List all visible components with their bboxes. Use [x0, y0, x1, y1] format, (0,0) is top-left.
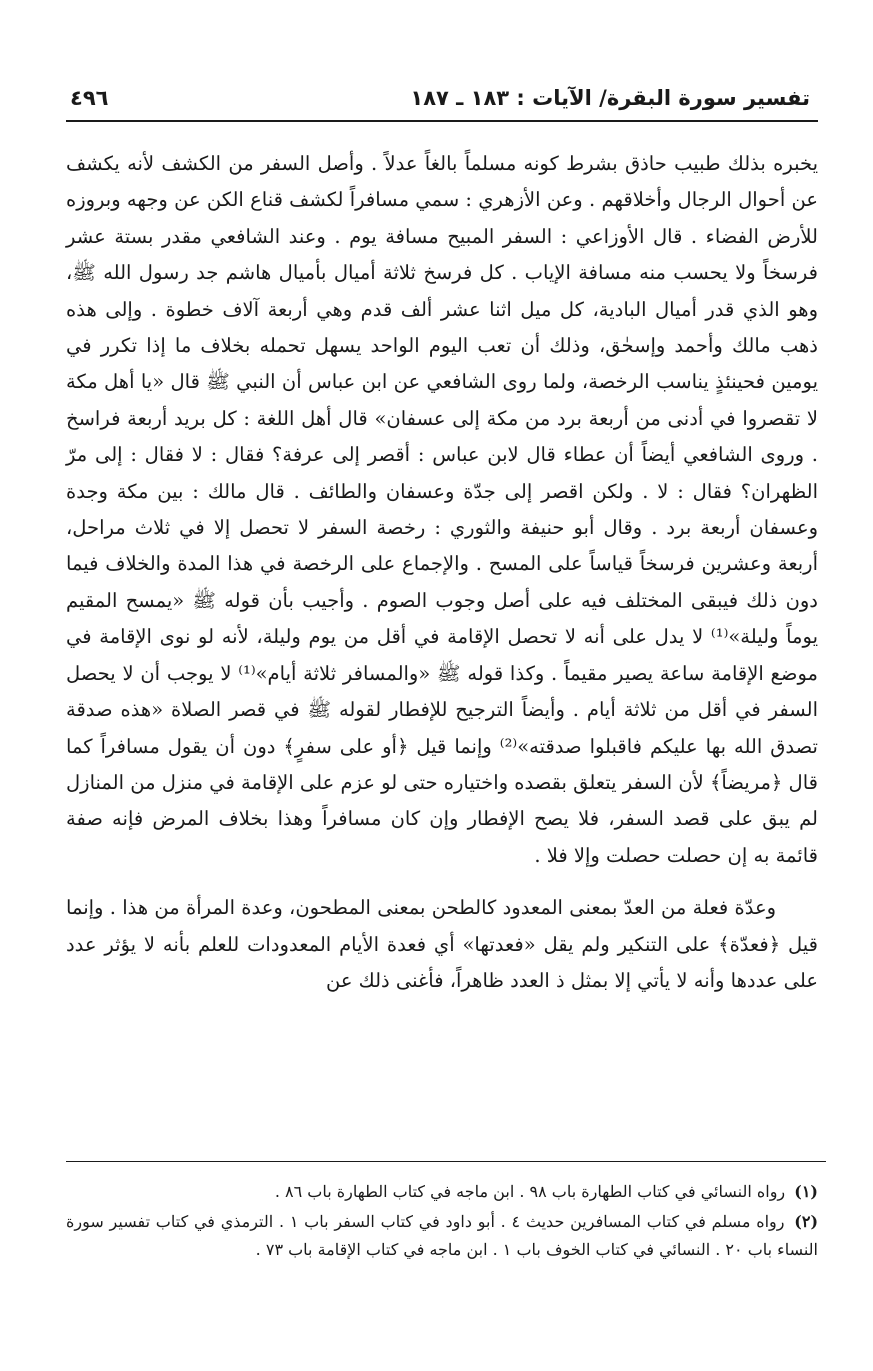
- footnote-number: (٢): [794, 1212, 819, 1231]
- footnote-text: رواه مسلم في كتاب المسافرين حديث ٤ . أبو داود في كتاب السفر باب ١ . الترمذي في كتاب تفسير سورة النساء باب ٢٠ . النسائي في كتاب الخوف باب ١ . ابن ماجه في كتاب الإقامة باب ٧٣ .: [66, 1212, 818, 1259]
- footnotes: [66, 1178, 818, 1264]
- footnote-text: رواه النسائي في كتاب الطهارة باب ٩٨ . ابن ماجه في كتاب الطهارة باب ٨٦ .: [274, 1182, 786, 1201]
- footnote: [66, 1208, 818, 1264]
- footnote-number: (١): [794, 1182, 818, 1201]
- footnote-divider: [66, 1161, 826, 1162]
- running-title: تفسير سورة البقرة/ الآيات : ١٨٣ ـ ١٨٧: [410, 86, 810, 110]
- running-header: [66, 80, 818, 122]
- paragraph: وعدّة فعلة من العدّ بمعنى المعدود كالطحن بمعنى المطحون، وعدة المرأة من هذا . وإنما قيل ﴿فعدّة﴾ على التنكير ولم يقل «فعدتها» أي فعدة الأيام المعدودات للعلم بأنه لا يؤثر عدد على عددها وأنه لا يأتي إلا بمثل ذ العدد ظاهراً، فأغنى ذلك عن: [66, 896, 818, 992]
- footnote: [66, 1178, 818, 1206]
- page-number: ٤٩٦: [70, 86, 109, 110]
- book-page: [66, 80, 818, 999]
- main-text: [66, 146, 818, 999]
- paragraph: يخبره بذلك طبيب حاذق بشرط كونه مسلماً بالغاً عدلاً . وأصل السفر من الكشف لأنه يكشف عن أحوال الرجال وأخلاقهم . وعن الأزهري : سمي مسافراً لكشف قناع الكن عن وجهه وبروزه للأرض الفضاء . قال الأوزاعي : السفر المبيح مسافة يوم . وعند الشافعي مقدر بستة عشر فرسخاً ولا يحسب منه مسافة الإياب . كل فرسخ ثلاثة أميال بأميال هاشم جد رسول الله ﷺ، وهو الذي قدر أميال البادية، كل ميل اثنا عشر ألف قدم وهي أربعة آلاف خطوة . وإلى هذه ذهب مالك وأحمد وإسحٰق، وذلك أن تعب اليوم الواحد يسهل تحمله بخلاف ما إذا تكرر في يومين فحينئذٍ يناسب الرخصة، ولما روى الشافعي عن ابن عباس أن النبي ﷺ قال «يا أهل مكة لا تقصروا في أدنى من أربعة برد من مكة إلى عسفان» قال أهل اللغة : كل بريد أربعة فراسخ . وروى الشافعي أيضاً أن عطاء قال لابن عباس : أقصر إلى عرفة؟ فقال : لا فقال : إلى مرّ الظهران؟ فقال : لا . ولكن اقصر إلى جدّة وعسفان والطائف . قال مالك : بين مكة وجدة وعسفان أربعة برد . وقال أبو حنيفة والثوري : رخصة السفر لا تحصل إلا في ثلاث مراحل، أربعة وعشرين فرسخاً قياساً على المسح . والإجماع على الرخصة في هذا المدة والخلاف فيما دون ذلك فيبقى المختلف فيه على أصل وجوب الصوم . وأجيب بأن قوله ﷺ «يمسح المقيم يوماً وليلة»⁽¹⁾ لا يدل على أنه لا تحصل الإقامة في أقل من يوم وليلة، لأنه لو نوى الإقامة في موضع الإقامة ساعة يصير مقيماً . وكذا قوله ﷺ «والمسافر ثلاثة أيام»⁽¹⁾ لا يوجب أن لا يحصل السفر في أقل من ثلاثة أيام . وأيضاً الترجيح للإفطار لقوله ﷺ في قصر الصلاة «هذه صدقة تصدق الله بها عليكم فاقبلوا صدقته»⁽²⁾ وإنما قيل ﴿أو على سفرٍ﴾ دون أن يقول مسافراً كما قال ﴿مريضاً﴾ لأن السفر يتعلق بقصده واختياره حتى لو عزم على الإقامة في منزل من المنازل لم يبق على قصد السفر، فلا يصح الإفطار وإن كان مسافراً وهذا بخلاف المرض فإنه صفة قائمة به إن حصلت حصلت وإلا فلا .: [66, 152, 818, 867]
